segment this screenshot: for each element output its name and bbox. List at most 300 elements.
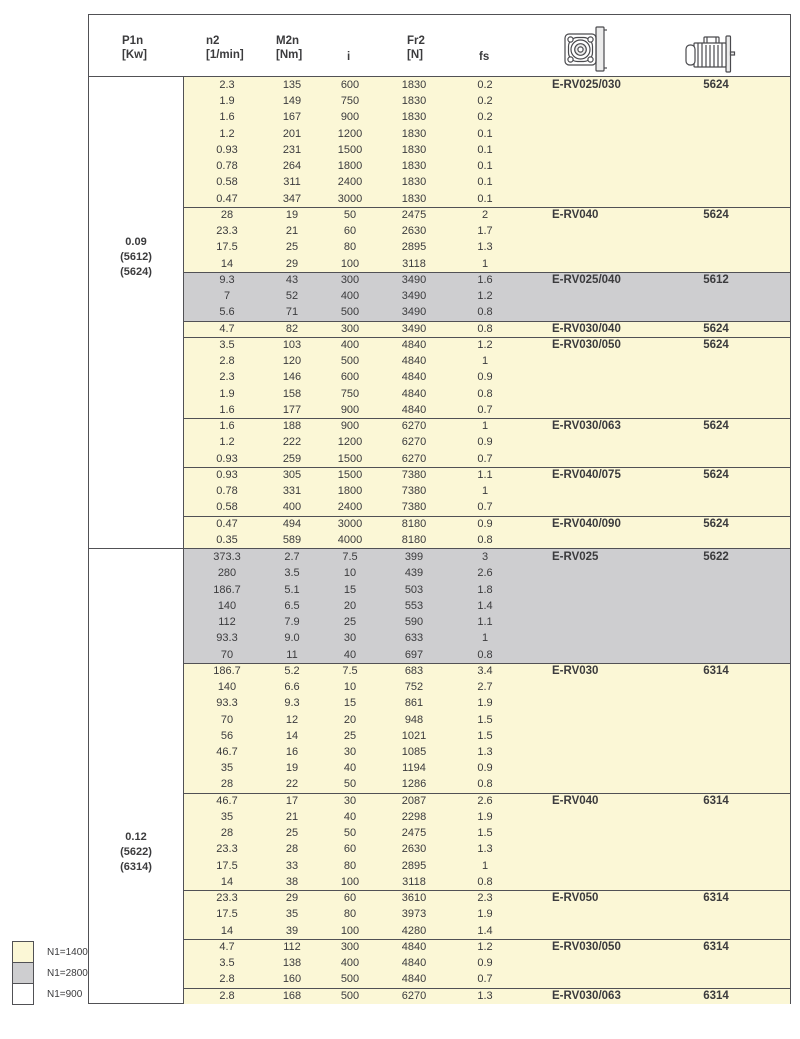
- m2n-value: 5.1: [284, 583, 300, 596]
- data-row: [184, 565, 790, 581]
- motor-code: 5624: [703, 517, 729, 530]
- i-value: 750: [340, 95, 360, 108]
- data-row: [184, 353, 790, 369]
- n2-value: 186.7: [213, 583, 241, 596]
- fs-value: 1.6: [477, 273, 493, 286]
- model-name: E-RV040: [552, 208, 599, 221]
- fr2-value: 3118: [402, 257, 426, 270]
- fr2-value: 439: [404, 567, 424, 580]
- data-row: [184, 679, 790, 695]
- data-row: [184, 809, 790, 825]
- col-header-m2n: M2n [Nm]: [276, 35, 303, 61]
- m2n-value: 6.6: [284, 681, 300, 694]
- model-block: [184, 272, 790, 321]
- model-block: [184, 321, 790, 337]
- data-row: [184, 223, 790, 239]
- data-row: [184, 728, 790, 744]
- legend-swatch-gray: [12, 962, 34, 984]
- motor-code: 6314: [703, 664, 729, 677]
- i-value: 7.5: [342, 664, 358, 677]
- i-value: 500: [340, 973, 360, 986]
- fr2-value: 4840: [401, 403, 427, 416]
- fr2-value: 8180: [401, 533, 427, 546]
- model-block: [184, 337, 790, 418]
- fr2-value: 2630: [401, 225, 427, 238]
- data-row: [184, 239, 790, 255]
- fs-value: 1.9: [477, 697, 493, 710]
- legend-label: N1=900: [47, 988, 83, 1000]
- data-row: [184, 467, 790, 483]
- fs-value: 1.2: [477, 338, 493, 351]
- fs-value: 0.9: [477, 371, 493, 384]
- m2n-value: 201: [282, 127, 302, 140]
- n2-value: 46.7: [216, 746, 238, 758]
- model-name: E-RV030: [552, 664, 599, 677]
- n2-value: 70: [220, 648, 234, 661]
- fr2-value: 1830: [401, 127, 427, 140]
- m2n-value: 305: [282, 468, 302, 481]
- m2n-value: 494: [282, 517, 302, 530]
- table-header: [89, 15, 790, 77]
- n2-value: 3.5: [219, 338, 235, 351]
- i-value: 40: [343, 811, 357, 824]
- m2n-value: 22: [285, 778, 299, 791]
- motor-code: 5622: [703, 551, 729, 564]
- fr2-value: 633: [404, 632, 424, 645]
- i-value: 50: [343, 827, 357, 840]
- model-block: [184, 793, 790, 890]
- fs-value: 1: [481, 859, 489, 872]
- p1n-label-line: (5622): [120, 846, 152, 859]
- data-row: [184, 598, 790, 614]
- n2-value: 46.7: [216, 794, 238, 807]
- i-value: 1200: [337, 127, 363, 140]
- motor-code: 5624: [703, 468, 729, 481]
- m2n-value: 35: [285, 908, 299, 921]
- m2n-value: 28: [285, 843, 299, 856]
- m2n-value: 135: [282, 79, 302, 91]
- motor-code: 6314: [703, 794, 729, 807]
- i-value: 900: [340, 420, 360, 433]
- fs-value: 1.8: [477, 583, 493, 596]
- data-row: [184, 532, 790, 548]
- fs-value: 1.9: [477, 908, 493, 921]
- n2-value: 2.8: [219, 355, 235, 368]
- fr2-value: 2087: [401, 794, 427, 807]
- data-row: [184, 614, 790, 630]
- n2-value: 14: [220, 257, 234, 270]
- fs-value: 0.1: [477, 127, 493, 140]
- i-value: 1200: [337, 436, 363, 449]
- m2n-value: 112: [283, 940, 301, 953]
- motor-code: 5624: [703, 79, 729, 91]
- data-row: [184, 126, 790, 142]
- i-value: 2400: [337, 501, 363, 514]
- m2n-value: 120: [282, 355, 302, 368]
- m2n-value: 5.2: [284, 664, 300, 677]
- data-row: [184, 77, 790, 93]
- m2n-value: 82: [285, 322, 299, 335]
- fs-value: 2.7: [477, 681, 493, 694]
- m2n-value: 6.5: [284, 599, 300, 612]
- m2n-value: 21: [285, 811, 299, 824]
- motor-code: 5624: [703, 208, 729, 221]
- m2n-value: 7.9: [284, 616, 300, 629]
- n2-value: 35: [220, 762, 234, 775]
- i-value: 1500: [337, 143, 363, 156]
- fs-value: 0.9: [477, 436, 493, 449]
- fr2-value: 7380: [401, 468, 427, 481]
- n2-value: 0.93: [216, 143, 238, 156]
- m2n-value: 12: [285, 713, 299, 726]
- m2n-value: 9.0: [284, 632, 300, 645]
- data-row: [184, 109, 790, 125]
- n2-value: 186.7: [213, 664, 241, 677]
- data-row: [184, 744, 790, 760]
- fr2-value: 1830: [401, 111, 427, 124]
- fs-value: 2.3: [477, 892, 493, 905]
- m2n-value: 264: [282, 160, 302, 173]
- i-value: 7.5: [342, 551, 358, 564]
- data-row: [184, 418, 790, 434]
- m2n-value: 39: [285, 924, 299, 937]
- fs-value: 0.7: [477, 452, 493, 465]
- legend-item-n1-1400: [12, 941, 88, 963]
- data-row: [184, 516, 790, 532]
- fs-value: 0.2: [477, 95, 493, 108]
- m2n-value: 25: [285, 827, 299, 840]
- fs-value: 1.5: [477, 729, 493, 742]
- n2-value: 9.3: [219, 273, 235, 286]
- n2-value: 3.5: [219, 957, 235, 970]
- i-value: 3000: [337, 517, 363, 530]
- fs-value: 1: [481, 485, 489, 498]
- n2-value: 17.5: [216, 859, 238, 872]
- m2n-value: 2.7: [284, 551, 300, 564]
- n2-value: 28: [220, 827, 234, 840]
- electric-motor-icon: [682, 34, 736, 79]
- fs-value: 0.8: [477, 306, 493, 319]
- data-row: [184, 712, 790, 728]
- fr2-value: 861: [404, 697, 424, 710]
- data-row: [184, 630, 790, 646]
- i-value: 30: [343, 632, 357, 645]
- n2-value: 0.35: [216, 533, 238, 546]
- i-value: 60: [343, 843, 357, 856]
- fs-value: 0.8: [477, 322, 493, 335]
- model-block: [184, 77, 790, 207]
- i-value: 20: [343, 599, 357, 612]
- fs-value: 2.6: [477, 794, 493, 807]
- fs-value: 0.8: [477, 387, 493, 400]
- model-block: [184, 988, 790, 1004]
- n2-value: 5.6: [219, 306, 235, 319]
- i-value: 1500: [337, 468, 363, 481]
- p1n-cell: [89, 549, 184, 1003]
- i-value: 60: [343, 892, 357, 905]
- i-value: 400: [340, 290, 360, 303]
- n2-value: 2.3: [219, 371, 235, 384]
- data-row: [184, 483, 790, 499]
- i-value: 25: [343, 729, 357, 742]
- m2n-value: 29: [285, 257, 299, 270]
- n2-value: 93.3: [216, 697, 238, 710]
- fs-value: 0.1: [477, 160, 493, 173]
- n2-value: 7: [223, 290, 231, 303]
- data-row: [184, 256, 790, 272]
- data-row: [184, 158, 790, 174]
- i-value: 40: [343, 762, 357, 775]
- fr2-value: 6270: [401, 452, 427, 465]
- data-row: [184, 288, 790, 304]
- i-value: 10: [343, 567, 357, 580]
- fs-value: 1: [481, 257, 489, 270]
- fs-value: 0.7: [477, 973, 493, 986]
- fr2-value: 3490: [401, 322, 427, 335]
- fr2-value: 4840: [401, 973, 427, 986]
- m2n-value: 52: [285, 290, 299, 303]
- model-block: [184, 467, 790, 516]
- data-row: [184, 825, 790, 841]
- n2-value: 17.5: [216, 908, 238, 921]
- i-value: 600: [340, 79, 360, 91]
- model-name: E-RV040: [552, 794, 599, 807]
- i-value: 100: [340, 924, 360, 937]
- fr2-value: 3490: [401, 273, 427, 286]
- data-row: [184, 988, 790, 1004]
- table-body: [89, 77, 790, 1003]
- n2-value: 0.47: [216, 192, 238, 205]
- n2-value: 0.93: [216, 452, 238, 465]
- data-row: [184, 386, 790, 402]
- n2-value: 1.6: [219, 403, 235, 416]
- n2-value: 2.3: [219, 79, 235, 91]
- fs-value: 0.7: [477, 403, 493, 416]
- data-row: [184, 451, 790, 467]
- fs-value: 0.9: [477, 957, 493, 970]
- i-value: 3000: [337, 192, 363, 205]
- fs-value: 0.7: [477, 501, 493, 514]
- fs-value: 0.1: [477, 192, 493, 205]
- col-header-fs: fs: [479, 51, 490, 63]
- n2-value: 0.78: [216, 160, 238, 173]
- fr2-value: 1085: [401, 746, 427, 758]
- data-row: [184, 695, 790, 711]
- fr2-value: 1286: [401, 778, 427, 791]
- data-row: [184, 304, 790, 320]
- m2n-value: 14: [285, 729, 299, 742]
- data-row: [184, 321, 790, 337]
- n2-value: 1.6: [219, 111, 235, 124]
- i-value: 1500: [337, 452, 363, 465]
- i-value: 50: [343, 208, 357, 221]
- n2-value: 112: [218, 616, 236, 629]
- fr2-value: 2298: [401, 811, 427, 824]
- m2n-value: 16: [285, 746, 299, 758]
- m2n-value: 589: [282, 533, 302, 546]
- p1n-label-line: 0.09: [125, 236, 147, 248]
- fs-value: 1: [481, 632, 489, 645]
- fs-value: 0.8: [477, 533, 493, 546]
- fr2-value: 6270: [401, 420, 427, 433]
- fs-value: 0.8: [477, 875, 493, 888]
- n2-value: 14: [220, 875, 234, 888]
- m2n-value: 11: [286, 648, 298, 661]
- col-header-n2: n2 [1/min]: [206, 35, 244, 61]
- fr2-value: 3610: [401, 892, 427, 905]
- fr2-value: 683: [404, 664, 424, 677]
- fr2-value: 6270: [401, 436, 427, 449]
- power-group: [89, 548, 790, 1003]
- model-name: E-RV025/040: [552, 273, 621, 286]
- fs-value: 1.4: [477, 599, 493, 612]
- m2n-value: 188: [282, 420, 302, 433]
- m2n-value: 21: [285, 225, 299, 238]
- fr2-value: 8180: [401, 517, 427, 530]
- fr2-value: 1830: [401, 192, 427, 205]
- p1n-group-label: [91, 830, 181, 875]
- n2-value: 28: [220, 778, 234, 791]
- legend-label: N1=2800: [47, 967, 88, 979]
- data-row: [184, 369, 790, 385]
- n2-value: 23.3: [216, 225, 238, 238]
- fs-value: 1.2: [477, 290, 493, 303]
- m2n-value: 138: [282, 957, 302, 970]
- fs-value: 3: [481, 551, 489, 564]
- n2-value: 373.3: [213, 551, 241, 564]
- data-row: [184, 93, 790, 109]
- m2n-value: 158: [282, 387, 302, 400]
- i-value: 20: [343, 713, 357, 726]
- n2-value: 0.78: [216, 485, 238, 498]
- fr2-value: 6270: [401, 989, 427, 1002]
- m2n-value: 25: [285, 241, 299, 254]
- fr2-value: 4840: [401, 387, 427, 400]
- model-name: E-RV040/090: [552, 517, 621, 530]
- fs-value: 0.9: [477, 762, 493, 775]
- fr2-value: 1830: [401, 176, 427, 189]
- fr2-value: 590: [404, 616, 424, 629]
- fr2-value: 1194: [402, 762, 426, 775]
- fr2-value: 2475: [401, 827, 427, 840]
- data-row: [184, 939, 790, 955]
- fr2-value: 503: [404, 583, 424, 596]
- i-value: 400: [340, 338, 360, 351]
- fr2-value: 1021: [401, 729, 427, 742]
- data-row: [184, 760, 790, 776]
- n2-value: 140: [217, 681, 237, 694]
- n2-value: 23.3: [216, 843, 238, 856]
- data-row: [184, 549, 790, 565]
- p1n-group-label: [91, 235, 181, 280]
- data-row: [184, 923, 790, 939]
- data-row: [184, 955, 790, 971]
- col-header-i: i: [347, 51, 351, 63]
- i-value: 900: [340, 111, 360, 124]
- model-name: E-RV030/063: [552, 989, 621, 1002]
- n2-value: 140: [217, 599, 237, 612]
- fr2-value: 3118: [402, 875, 426, 888]
- data-row: [184, 582, 790, 598]
- data-row: [184, 142, 790, 158]
- i-value: 15: [343, 583, 357, 596]
- fr2-value: 2895: [401, 241, 427, 254]
- fr2-value: 2630: [401, 843, 427, 856]
- model-blocks: [184, 549, 790, 1003]
- n2-value: 0.58: [216, 501, 238, 514]
- n2-value: 17.5: [216, 241, 238, 254]
- p1n-label-line: (5612): [120, 251, 152, 263]
- fr2-value: 4840: [401, 940, 427, 953]
- fs-value: 0.1: [477, 143, 493, 156]
- fs-value: 1.9: [477, 811, 493, 824]
- m2n-value: 19: [285, 208, 299, 221]
- m2n-value: 19: [285, 762, 299, 775]
- i-value: 300: [340, 940, 360, 953]
- fr2-value: 399: [404, 551, 424, 564]
- fr2-value: 752: [404, 681, 424, 694]
- fr2-value: 948: [404, 713, 424, 726]
- m2n-value: 149: [282, 95, 302, 108]
- fs-value: 1.4: [477, 924, 493, 937]
- motor-code: 5612: [703, 273, 729, 286]
- i-value: 600: [340, 371, 360, 384]
- m2n-value: 3.5: [284, 567, 300, 580]
- m2n-value: 29: [285, 892, 299, 905]
- fr2-value: 4840: [401, 371, 427, 384]
- fr2-value: 4840: [401, 338, 427, 351]
- power-group: [89, 77, 790, 548]
- motor-code: 6314: [703, 892, 729, 905]
- fr2-value: 3973: [401, 908, 427, 921]
- model-block: [184, 516, 790, 548]
- fs-value: 0.8: [477, 648, 493, 661]
- fs-value: 0.2: [477, 111, 493, 124]
- m2n-value: 311: [283, 176, 301, 189]
- fs-value: 2: [481, 208, 489, 221]
- motor-code: 5624: [703, 338, 729, 351]
- data-row: [184, 971, 790, 987]
- p1n-label-line: (5624): [120, 266, 152, 278]
- fr2-value: 697: [404, 648, 424, 661]
- i-value: 2400: [337, 176, 363, 189]
- motor-code: 6314: [703, 989, 729, 1002]
- i-value: 750: [340, 387, 360, 400]
- m2n-value: 177: [282, 403, 302, 416]
- model-name: E-RV030/063: [552, 420, 621, 433]
- fs-value: 0.1: [477, 176, 493, 189]
- m2n-value: 38: [285, 875, 299, 888]
- data-row: [184, 663, 790, 679]
- fr2-value: 1830: [401, 95, 427, 108]
- data-row: [184, 174, 790, 190]
- fr2-value: 2895: [401, 859, 427, 872]
- m2n-value: 160: [282, 973, 302, 986]
- data-row: [184, 841, 790, 857]
- model-blocks: [184, 77, 790, 548]
- speed-legend: [12, 941, 88, 1005]
- fr2-value: 4840: [401, 957, 427, 970]
- n2-value: 14: [220, 924, 234, 937]
- i-value: 50: [343, 778, 357, 791]
- fr2-value: 1830: [401, 79, 427, 91]
- fr2-value: 553: [404, 599, 424, 612]
- i-value: 80: [343, 241, 357, 254]
- legend-swatch-yellow: [12, 941, 34, 963]
- m2n-value: 103: [282, 338, 302, 351]
- i-value: 500: [340, 989, 360, 1002]
- fr2-value: 1830: [401, 160, 427, 173]
